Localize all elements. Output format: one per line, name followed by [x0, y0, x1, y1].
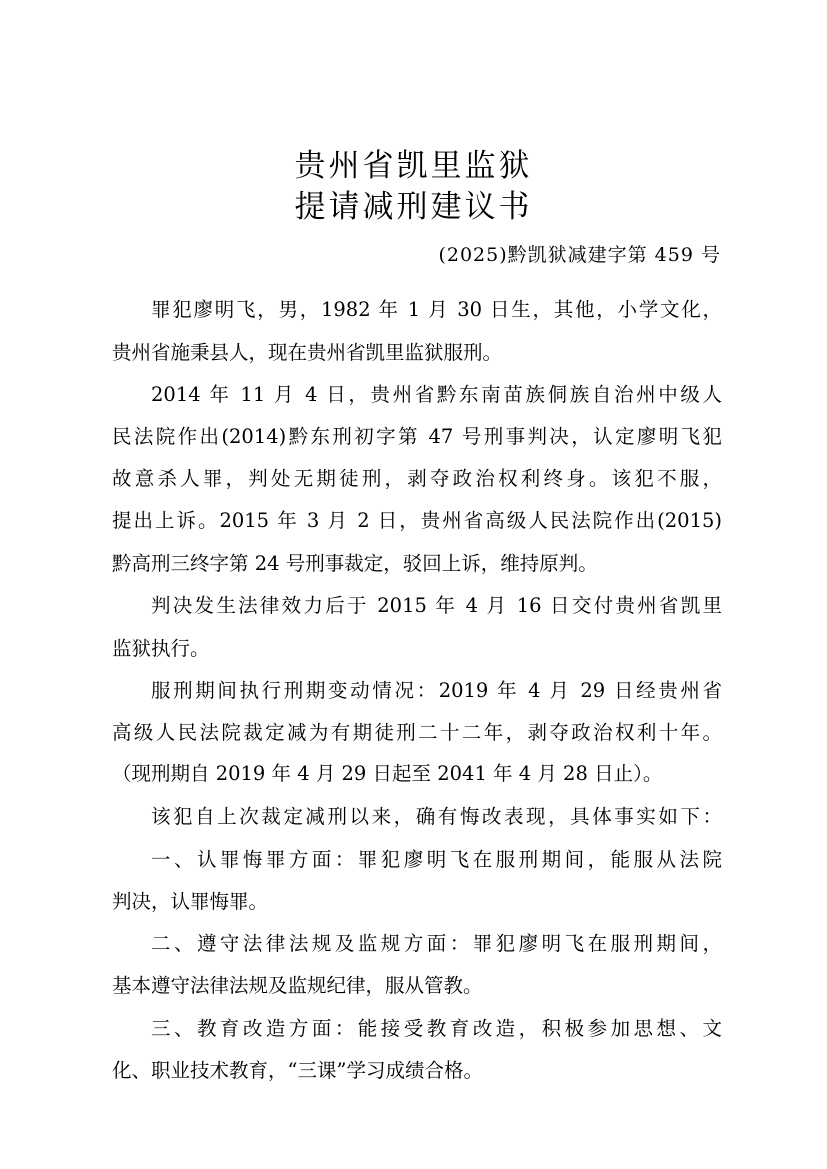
- body-line: 罪犯廖明飞，男，1982 年 1 月 30 日生，其他，小学文化，: [151, 298, 722, 321]
- document-title-line2: 提请减刑建议书: [294, 189, 533, 225]
- document-number: (2025)黔凯狱减建字第 459 号: [438, 244, 721, 266]
- body-line: 监狱执行。: [112, 637, 210, 660]
- body-line: （现刑期自 2019 年 4 月 29 日起至 2041 年 4 月 28 日止）。: [112, 762, 663, 785]
- body-line: 一、认罪悔罪方面：罪犯廖明飞在服刑期间，能服从法院: [151, 848, 722, 871]
- body-line: 故意杀人罪，判处无期徒刑，剥夺政治权利终身。该犯不服，: [112, 467, 722, 490]
- body-line: 黔高刑三终字第 24 号刑事裁定，驳回上诉，维持原判。: [112, 552, 598, 575]
- body-line: 判决发生法律效力后于 2015 年 4 月 16 日交付贵州省凯里: [151, 594, 722, 617]
- body-line: 该犯自上次裁定减刑以来，确有悔改表现，具体事实如下：: [151, 805, 722, 828]
- body-line: 基本遵守法律法规及监规纪律，服从管教。: [112, 974, 483, 997]
- body-line: 二、遵守法律法规及监规方面：罪犯廖明飞在服刑期间，: [151, 932, 722, 955]
- body-line: 服刑期间执行刑期变动情况：2019 年 4 月 29 日经贵州省: [151, 679, 722, 702]
- body-line: 判决，认罪悔罪。: [112, 890, 269, 913]
- body-line: 民法院作出(2014)黔东刑初字第 47 号刑事判决，认定廖明飞犯: [112, 425, 722, 448]
- body-line: 2014 年 11 月 4 日，贵州省黔东南苗族侗族自治州中级人: [151, 383, 722, 406]
- body-line: 贵州省施秉县人，现在贵州省凯里监狱服刑。: [112, 341, 503, 364]
- document-title-line1: 贵州省凯里监狱: [294, 148, 533, 184]
- body-line: 化、职业技术教育，“三课”学习成绩合格。: [112, 1059, 483, 1082]
- body-line: 三、教育改造方面：能接受教育改造，积极参加思想、文: [151, 1017, 722, 1040]
- body-line: 高级人民法院裁定减为有期徒刑二十二年，剥夺政治权利十年。: [112, 721, 722, 744]
- body-line: 提出上诉。2015 年 3 月 2 日，贵州省高级人民法院作出(2015): [112, 509, 722, 532]
